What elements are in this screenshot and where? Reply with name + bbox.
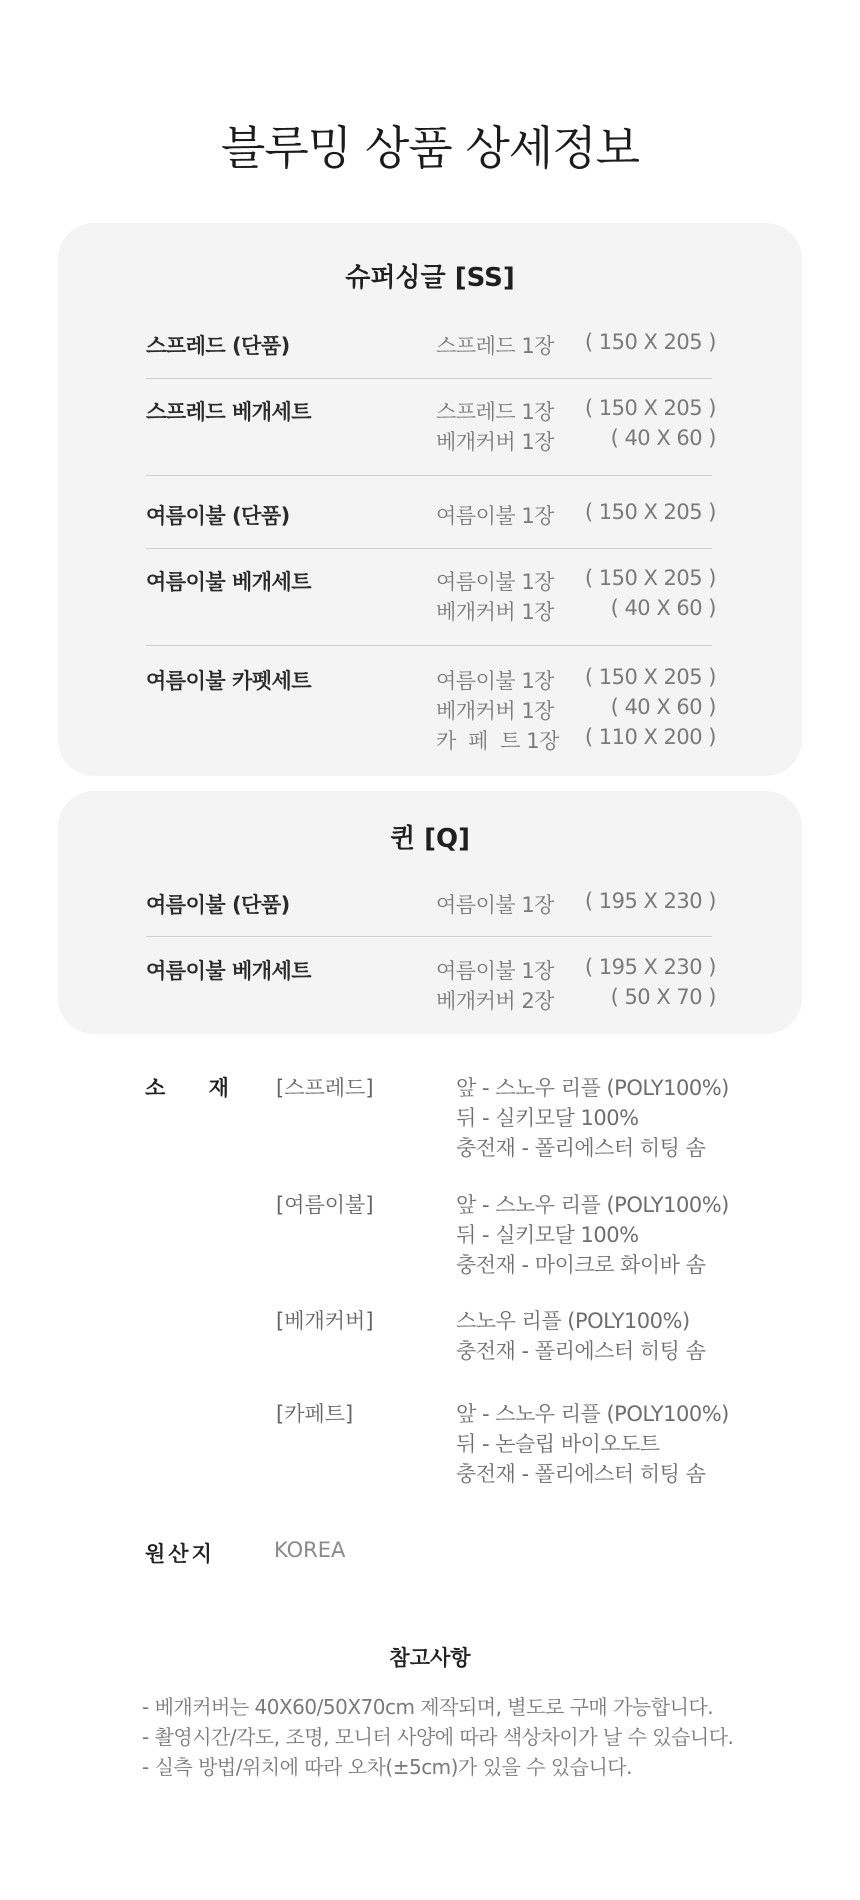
material-line: 충전재 - 마이크로 화이바 솜: [456, 1253, 706, 1277]
material-line: 충전재 - 폴리에스터 히팅 솜: [456, 1136, 706, 1160]
component-item: 여름이불 1장: [436, 893, 554, 917]
material-line: 앞 - 스노우 리플 (POLY100%): [456, 1402, 729, 1426]
component-item: 여름이불 1장: [436, 504, 554, 528]
card-title: 슈퍼싱글 [SS]: [345, 263, 515, 293]
product-name: 여름이불 베개세트: [146, 959, 312, 983]
size-card-super-single: [58, 223, 802, 776]
component-item: 베개커버 1장: [436, 600, 554, 624]
component-item: 스프레드 1장: [436, 334, 554, 358]
material-line: 앞 - 스노우 리플 (POLY100%): [456, 1193, 729, 1217]
component-line: [58, 396, 802, 426]
component-size: ( 150 X 205 ): [584, 396, 716, 420]
material-label: 소 재: [145, 1076, 247, 1100]
material-line: 뒤 - 실키모달 100%: [456, 1223, 639, 1247]
material-category: [스프레드]: [276, 1076, 374, 1100]
material-category: [여름이불]: [276, 1193, 374, 1217]
material-line: 뒤 - 논슬립 바이오도트: [456, 1432, 660, 1456]
component-size: ( 40 X 60 ): [610, 426, 716, 450]
page-title: 블루밍 상품 상세정보: [220, 121, 640, 175]
origin-label: 원산지: [145, 1542, 215, 1566]
component-line: [58, 500, 802, 530]
component-line: [58, 665, 802, 695]
row-divider: [146, 475, 712, 476]
component-line: [58, 695, 802, 725]
component-size: ( 150 X 205 ): [584, 500, 716, 524]
notes-title: 참고사항: [389, 1646, 471, 1670]
material-line: 스노우 리플 (POLY100%): [456, 1309, 690, 1333]
component-line: [58, 889, 802, 919]
material-category: [카페트]: [276, 1402, 354, 1426]
component-item: 베개커버 2장: [436, 989, 554, 1013]
component-size: ( 195 X 230 ): [584, 955, 716, 979]
origin-value: KOREA: [274, 1538, 346, 1562]
component-item: 베개커버 1장: [436, 699, 554, 723]
row-divider: [146, 645, 712, 646]
component-size: ( 40 X 60 ): [610, 695, 716, 719]
component-size: ( 195 X 230 ): [584, 889, 716, 913]
note-item: - 촬영시간/각도, 조명, 모니터 사양에 따라 색상차이가 날 수 있습니다.: [142, 1725, 734, 1749]
material-category: [베개커버]: [276, 1309, 374, 1333]
card-title: 퀸 [Q]: [389, 824, 471, 854]
component-item: 카 페 트 1장: [436, 729, 559, 753]
note-item: - 베개커버는 40X60/50X70cm 제작되며, 별도로 구매 가능합니다.: [142, 1695, 714, 1719]
component-item: 여름이불 1장: [436, 669, 554, 693]
component-line: [58, 725, 802, 755]
material-line: 뒤 - 실키모달 100%: [456, 1106, 639, 1130]
component-item: 여름이불 1장: [436, 570, 554, 594]
product-name: 여름이불 (단품): [146, 893, 290, 917]
component-line: [58, 955, 802, 985]
product-name: 여름이불 베개세트: [146, 570, 312, 594]
material-line: 충전재 - 폴리에스터 히팅 솜: [456, 1339, 706, 1363]
row-divider: [146, 548, 712, 549]
product-name: 스프레드 베개세트: [146, 400, 312, 424]
component-line: [58, 566, 802, 596]
size-card-queen: [58, 791, 802, 1034]
row-divider: [146, 378, 712, 379]
product-name: 스프레드 (단품): [146, 334, 290, 358]
product-name: 여름이불 (단품): [146, 504, 290, 528]
component-size: ( 50 X 70 ): [610, 985, 716, 1009]
component-line: [58, 426, 802, 456]
note-item: - 실측 방법/위치에 따라 오차(±5cm)가 있을 수 있습니다.: [142, 1755, 632, 1779]
component-line: [58, 985, 802, 1015]
component-size: ( 150 X 205 ): [584, 330, 716, 354]
component-item: 베개커버 1장: [436, 430, 554, 454]
component-line: [58, 596, 802, 626]
component-item: 여름이불 1장: [436, 959, 554, 983]
component-size: ( 150 X 205 ): [584, 566, 716, 590]
material-line: 앞 - 스노우 리플 (POLY100%): [456, 1076, 729, 1100]
material-line: 충전재 - 폴리에스터 히팅 솜: [456, 1462, 706, 1486]
component-size: ( 150 X 205 ): [584, 665, 716, 689]
row-divider: [146, 936, 712, 937]
product-name: 여름이불 카펫세트: [146, 669, 312, 693]
component-line: [58, 330, 802, 360]
component-item: 스프레드 1장: [436, 400, 554, 424]
component-size: ( 110 X 200 ): [584, 725, 716, 749]
component-size: ( 40 X 60 ): [610, 596, 716, 620]
